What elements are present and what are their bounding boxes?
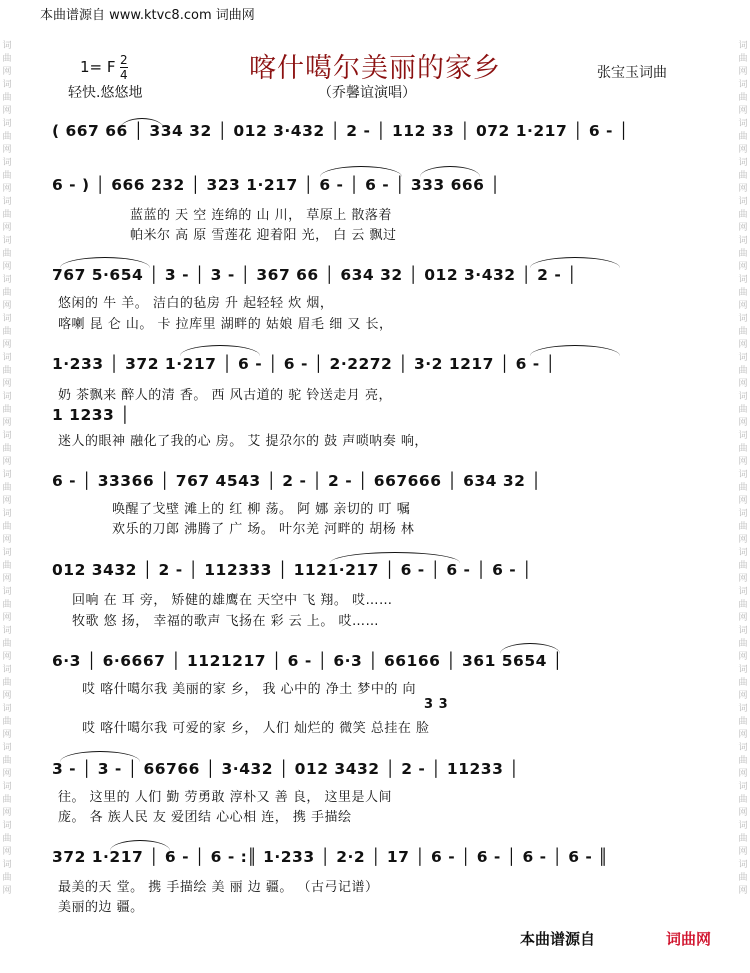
watermark-char: 曲 <box>738 483 748 493</box>
watermark-char: 词 <box>738 665 748 675</box>
watermark-char: 词 <box>2 548 12 558</box>
slur <box>180 345 260 356</box>
watermark-char: 曲 <box>2 639 12 649</box>
slur <box>320 166 402 177</box>
lyric-line: 帕米尔 高 原 雪莲花 迎着阳 光， 白 云 飘过 <box>130 228 397 243</box>
watermark-char: 曲 <box>2 405 12 415</box>
watermark-char: 词 <box>2 821 12 831</box>
notation-line: 6 - ) │ 666 232 │ 323 1·217 │ 6 - │ 6 - │ 333 666 │ <box>52 176 692 194</box>
lyric-line: 唤醒了戈壁 滩上的 红 柳 荡。 阿 娜 亲切的 叮 嘱 <box>112 502 411 517</box>
watermark-char: 词 <box>2 704 12 714</box>
watermark-char: 网 <box>2 379 12 389</box>
watermark-char: 词 <box>738 197 748 207</box>
watermark-char: 网 <box>2 808 12 818</box>
watermark-char: 网 <box>2 106 12 116</box>
watermark-char: 网 <box>738 262 748 272</box>
watermark-char: 曲 <box>738 249 748 259</box>
watermark-char: 词 <box>738 314 748 324</box>
watermark-char: 网 <box>2 184 12 194</box>
watermark-char: 词 <box>738 548 748 558</box>
watermark-char: 网 <box>2 769 12 779</box>
watermark-char: 网 <box>738 691 748 701</box>
watermark-char: 词 <box>738 392 748 402</box>
watermark-char: 网 <box>738 184 748 194</box>
watermark-char: 网 <box>2 535 12 545</box>
watermark-char: 网 <box>738 301 748 311</box>
watermark-char: 网 <box>738 496 748 506</box>
watermark-char: 曲 <box>2 366 12 376</box>
watermark-char: 曲 <box>738 327 748 337</box>
watermark-char: 曲 <box>2 54 12 64</box>
lyric-line: 欢乐的刀郎 沸腾了 广 场。 叶尔羌 河畔的 胡杨 林 <box>112 522 415 537</box>
watermark-char: 网 <box>738 418 748 428</box>
lyric-line: 蓝蓝的 天 空 连绵的 山 川， 草原上 散落着 <box>130 208 392 223</box>
watermark-char: 网 <box>738 535 748 545</box>
lyric-line: 哎 喀什噶尔我 可爱的家 乡， 人们 灿烂的 微笑 总挂在 脸 <box>82 721 430 736</box>
watermark-char: 网 <box>2 418 12 428</box>
watermark-char: 词 <box>738 509 748 519</box>
watermark-char: 网 <box>738 847 748 857</box>
lyric-line: 最美的天 堂。 携 手描绘 美 丽 边 疆。 （古弓记谱） <box>58 880 379 895</box>
site-header[interactable]: 本曲谱源自 www.ktvc8.com 词曲网 <box>40 8 255 23</box>
watermark-char: 曲 <box>2 756 12 766</box>
slur <box>60 751 140 762</box>
watermark-char: 词 <box>738 782 748 792</box>
watermark-char: 曲 <box>2 444 12 454</box>
lyric-line: 往。 这里的 人们 勤 劳勇敢 淳朴又 善 良， 这里是人间 <box>58 790 393 805</box>
watermark-char: 网 <box>738 574 748 584</box>
watermark-char: 网 <box>2 340 12 350</box>
watermark-char: 网 <box>2 847 12 857</box>
watermark-char: 词 <box>2 587 12 597</box>
lyric-line: 美丽的边 疆。 <box>58 900 144 915</box>
watermark-char: 网 <box>2 652 12 662</box>
watermark-char: 词 <box>2 626 12 636</box>
watermark-char: 词 <box>2 197 12 207</box>
singer: （乔馨谊演唱） <box>318 85 416 101</box>
watermark-char: 词 <box>2 782 12 792</box>
watermark-char: 曲 <box>738 54 748 64</box>
slur <box>530 345 620 356</box>
watermark-char: 曲 <box>738 873 748 883</box>
watermark-char: 曲 <box>2 288 12 298</box>
footer-source: 本曲谱源自 <box>520 930 596 948</box>
watermark-char: 词 <box>738 704 748 714</box>
watermark-char: 网 <box>738 730 748 740</box>
watermark-char: 曲 <box>738 834 748 844</box>
watermark-char: 词 <box>738 470 748 480</box>
watermark-char: 词 <box>738 821 748 831</box>
slur <box>530 257 620 268</box>
watermark-char: 网 <box>738 223 748 233</box>
watermark-char: 曲 <box>2 873 12 883</box>
watermark-char: 词 <box>738 41 748 51</box>
notation-line: 767 5·654 │ 3 - │ 3 - │ 367 66 │ 634 32 │ 012 3·432 │ 2 - │ <box>52 266 692 284</box>
watermark-char: 词 <box>2 353 12 363</box>
watermark-char: 词 <box>738 158 748 168</box>
watermark-char: 词 <box>738 431 748 441</box>
slur <box>60 257 150 268</box>
watermark-char: 词 <box>2 665 12 675</box>
watermark-char: 词 <box>2 431 12 441</box>
lyric-line: 回响 在 耳 旁， 矫健的雄鹰在 天空中 飞 翔。 哎…… <box>72 593 393 608</box>
notation-line: 6 - │ 33366 │ 767 4543 │ 2 - │ 2 - │ 667666 │ 634 32 │ <box>52 472 692 490</box>
lyric-line: 喀喇 昆 仑 山。 卡 拉库里 湖畔的 姑娘 眉毛 细 又 长， <box>58 317 393 332</box>
watermark-char: 曲 <box>2 795 12 805</box>
watermark-char: 曲 <box>2 93 12 103</box>
watermark-char: 网 <box>2 301 12 311</box>
watermark-char: 词 <box>2 275 12 285</box>
watermark-char: 词 <box>2 158 12 168</box>
watermark-char: 曲 <box>738 717 748 727</box>
watermark-char: 词 <box>2 470 12 480</box>
lyric-line: 奶 茶飘来 醉人的清 香。 西 风古道的 驼 铃送走月 亮， <box>58 388 393 403</box>
watermark-char: 网 <box>738 340 748 350</box>
watermark-char: 曲 <box>738 678 748 688</box>
watermark-char: 词 <box>738 275 748 285</box>
tempo-marking: 轻快.悠悠地 <box>68 85 143 101</box>
watermark-char: 曲 <box>738 288 748 298</box>
watermark-char: 曲 <box>738 171 748 181</box>
watermark-char: 词 <box>2 314 12 324</box>
watermark-char: 曲 <box>738 600 748 610</box>
lyric-line: 庞。 各 族人民 友 爱团结 心心相 连， 携 手描绘 <box>58 810 352 825</box>
watermark-char: 曲 <box>738 210 748 220</box>
lyric-line: 悠闲的 牛 羊。 洁白的毡房 升 起轻轻 炊 烟， <box>58 296 334 311</box>
watermark-char: 词 <box>738 626 748 636</box>
watermark-char: 曲 <box>2 834 12 844</box>
watermark-char: 网 <box>2 457 12 467</box>
notation-alt: 3 3 <box>424 697 692 712</box>
lyric-line: 迷人的眼神 融化了我的心 房。 艾 提尕尔的 鼓 声唢呐奏 响， <box>58 434 428 449</box>
watermark-char: 曲 <box>2 678 12 688</box>
watermark-char: 曲 <box>738 756 748 766</box>
watermark-char: 网 <box>738 106 748 116</box>
watermark-char: 曲 <box>738 93 748 103</box>
watermark-char: 曲 <box>738 405 748 415</box>
watermark-char: 网 <box>2 145 12 155</box>
composer-credit: 张宝玉词曲 <box>597 65 667 81</box>
watermark-char: 曲 <box>2 249 12 259</box>
watermark-char: 词 <box>738 743 748 753</box>
watermark-char: 曲 <box>2 483 12 493</box>
watermark-right <box>736 40 750 898</box>
watermark-char: 词 <box>2 119 12 129</box>
slur <box>500 643 560 654</box>
notation-line: 012 3432 │ 2 - │ 112333 │ 1121·217 │ 6 - │ 6 - │ 6 - │ <box>52 561 692 579</box>
watermark-char: 网 <box>738 145 748 155</box>
slur <box>420 166 480 177</box>
watermark-char: 网 <box>2 691 12 701</box>
notation-line: 372 1·217 │ 6 - │ 6 - :║ 1·233 │ 2·2 │ 17 │ 6 - │ 6 - │ 6 - │ 6 - ║ <box>52 848 692 866</box>
lyric-line: 哎 喀什噶尔我 美丽的家 乡， 我 心中的 净土 梦中的 向 <box>82 682 417 697</box>
watermark-char: 网 <box>2 67 12 77</box>
watermark-char: 词 <box>2 392 12 402</box>
time-bottom: 4 <box>120 68 128 82</box>
watermark-char: 网 <box>2 223 12 233</box>
slur <box>330 552 460 563</box>
song-title: 喀什噶尔美丽的家乡 <box>249 53 501 84</box>
watermark-char: 网 <box>2 613 12 623</box>
watermark-char: 曲 <box>2 600 12 610</box>
slur <box>120 118 164 129</box>
watermark-char: 词 <box>2 80 12 90</box>
watermark-char: 网 <box>2 496 12 506</box>
watermark-char: 网 <box>738 613 748 623</box>
watermark-char: 词 <box>2 860 12 870</box>
watermark-char: 网 <box>738 769 748 779</box>
watermark-char: 曲 <box>738 639 748 649</box>
watermark-char: 词 <box>738 353 748 363</box>
watermark-char: 曲 <box>2 561 12 571</box>
watermark-char: 网 <box>2 886 12 896</box>
key-signature: 1= F <box>80 58 116 76</box>
watermark-char: 词 <box>738 587 748 597</box>
footer-brand-link[interactable]: 词曲网 <box>666 930 712 948</box>
notation-line: 6·3 │ 6·6667 │ 1121217 │ 6 - │ 6·3 │ 66166 │ 361 5654 │ <box>52 652 692 670</box>
watermark-char: 曲 <box>738 561 748 571</box>
slur <box>110 840 170 851</box>
watermark-char: 网 <box>738 652 748 662</box>
watermark-char: 曲 <box>2 132 12 142</box>
watermark-char: 曲 <box>738 522 748 532</box>
time-signature <box>120 54 128 81</box>
watermark-char: 曲 <box>2 717 12 727</box>
watermark-char: 曲 <box>738 444 748 454</box>
watermark-char: 词 <box>738 80 748 90</box>
watermark-left <box>0 40 14 898</box>
watermark-char: 曲 <box>2 522 12 532</box>
watermark-char: 网 <box>738 457 748 467</box>
watermark-char: 网 <box>738 886 748 896</box>
watermark-char: 曲 <box>2 210 12 220</box>
watermark-char: 网 <box>738 67 748 77</box>
watermark-char: 词 <box>738 860 748 870</box>
watermark-char: 词 <box>2 743 12 753</box>
watermark-char: 词 <box>738 119 748 129</box>
notation-line: 1·233 │ 372 1·217 │ 6 - │ 6 - │ 2·2272 │ 3·2 1217 │ 6 - │ <box>52 355 692 373</box>
notation-line: 1 1233 │ <box>52 406 692 424</box>
watermark-char: 网 <box>2 574 12 584</box>
watermark-char: 曲 <box>738 795 748 805</box>
watermark-char: 曲 <box>2 171 12 181</box>
watermark-char: 词 <box>738 236 748 246</box>
watermark-char: 网 <box>738 379 748 389</box>
watermark-char: 网 <box>2 262 12 272</box>
watermark-char: 网 <box>2 730 12 740</box>
watermark-char: 曲 <box>738 132 748 142</box>
watermark-char: 曲 <box>738 366 748 376</box>
watermark-char: 曲 <box>2 327 12 337</box>
watermark-char: 词 <box>2 236 12 246</box>
notation-line: 3 - │ 3 - │ 66766 │ 3·432 │ 012 3432 │ 2 - │ 11233 │ <box>52 760 692 778</box>
watermark-char: 词 <box>2 41 12 51</box>
watermark-char: 网 <box>738 808 748 818</box>
lyric-line: 牧歌 悠 扬， 幸福的歌声 飞扬在 彩 云 上。 哎…… <box>72 614 380 629</box>
time-top: 2 <box>120 53 128 67</box>
notation-line: ( 667 66 │ 334 32 │ 012 3·432 │ 2 - │ 112 33 │ 072 1·217 │ 6 - │ <box>52 122 692 140</box>
watermark-char: 词 <box>2 509 12 519</box>
